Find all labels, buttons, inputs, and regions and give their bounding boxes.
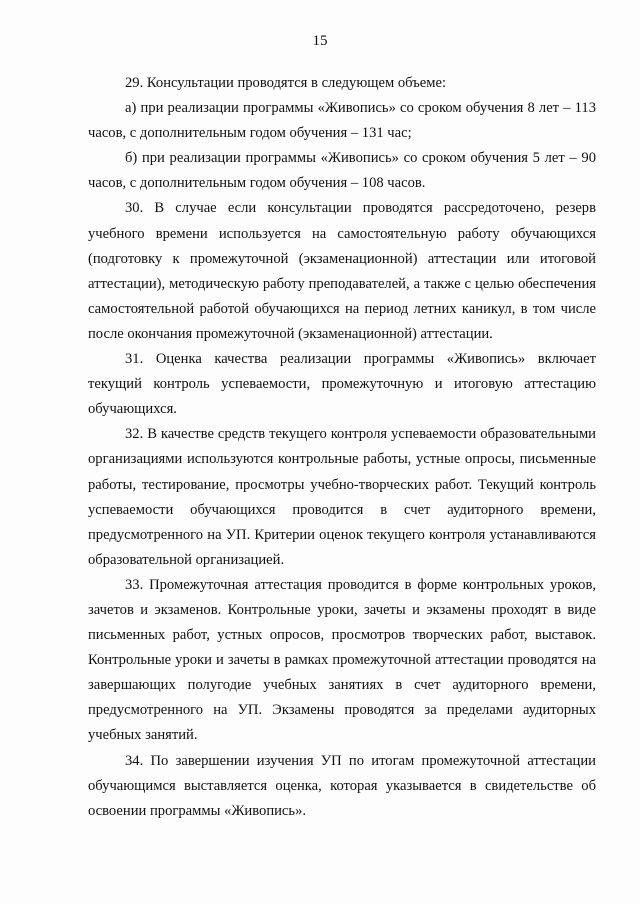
document-body bbox=[88, 71, 596, 824]
paragraph-30: 30. В случае если консультации проводятся рассредоточено, резерв учебного времени используется на самостоятельную работу обучающихся (подготовку к промежуточной (экзаменационной) аттестации или итоговой аттестации), методическую работу преподавателей, а также с целью обеспечения самостоятельной работой обучающихся на период летних каникул, в том числе после окончания промежуточной (экзаменационной) аттестации. bbox=[88, 200, 596, 342]
paragraph-31: 31. Оценка качества реализации программы «Живопись» включает текущий контроль успеваемости, промежуточную и итоговую аттестацию обучающихся. bbox=[88, 351, 596, 418]
page-number: 15 bbox=[312, 33, 328, 49]
paragraph-34: 34. По завершении изучения УП по итогам промежуточной аттестации обучающимся выставляется оценка, которая указывается в свидетельстве об освоении программы «Живопись». bbox=[88, 752, 596, 819]
paragraph-32: 32. В качестве средств текущего контроля успеваемости образовательными организациями используются контрольные работы, устные опросы, письменные работы, тестирование, просмотры учебно-творческих работ. Текущий контроль успеваемости обучающихся проводится в счет аудиторного времени, предусмотренного на УП. Критерии оценок текущего контроля устанавливаются образовательной организацией. bbox=[88, 426, 596, 568]
paragraph-29: 29. Консультации проводятся в следующем объеме: bbox=[125, 75, 446, 91]
paragraph-29a: а) при реализации программы «Живопись» со сроком обучения 8 лет – 113 часов, с дополнительным годом обучения – 131 час; bbox=[88, 100, 596, 142]
paragraph-33: 33. Промежуточная аттестация проводится в форме контрольных уроков, зачетов и экзаменов. Контрольные уроки, зачеты и экзамены проходят в виде письменных работ, устных опросов, просмотров творческих работ, выставок. Контрольные уроки и зачеты в рамках промежуточной аттестации проводятся на завершающих полугодие учебных занятиях в счет аудиторного времени, предусмотренного на УП. Экзамены проводятся за пределами аудиторных учебных занятий. bbox=[88, 576, 596, 744]
paragraph-29b: б) при реализации программы «Живопись» со сроком обучения 5 лет – 90 часов, с дополнительным годом обучения – 108 часов. bbox=[88, 150, 596, 192]
